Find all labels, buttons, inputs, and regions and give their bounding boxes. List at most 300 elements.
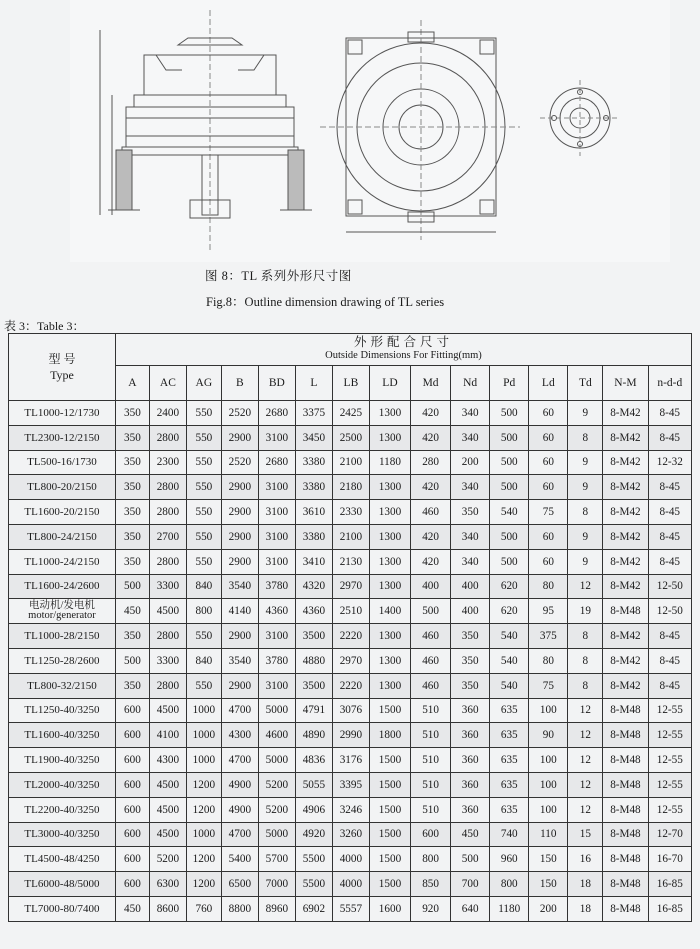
value-cell: 550 [186, 475, 221, 500]
value-cell: 4600 [258, 723, 295, 748]
value-cell: 420 [411, 425, 451, 450]
value-cell: 1800 [369, 723, 410, 748]
value-cell: 3610 [295, 500, 332, 525]
type-cell: TL2300-12/2150 [9, 425, 116, 450]
value-cell: 3375 [295, 401, 332, 426]
dimensions-group-header [115, 334, 691, 366]
value-cell: 1600 [369, 896, 410, 921]
value-cell: 450 [115, 599, 149, 624]
value-cell: 620 [490, 599, 529, 624]
value-cell: 360 [451, 748, 490, 773]
value-cell: 8-M42 [603, 450, 648, 475]
value-cell: 2100 [332, 524, 369, 549]
value-cell: 350 [115, 500, 149, 525]
value-cell: 460 [411, 500, 451, 525]
value-cell: 4140 [221, 599, 258, 624]
column-header: LB [332, 365, 369, 400]
type-cell: TL7000-80/7400 [9, 896, 116, 921]
value-cell: 420 [411, 549, 451, 574]
value-cell: 8800 [221, 896, 258, 921]
value-cell: 4500 [149, 822, 186, 847]
value-cell: 1300 [369, 500, 410, 525]
value-cell: 360 [451, 772, 490, 797]
value-cell: 100 [529, 797, 568, 822]
value-cell: 500 [115, 648, 149, 673]
value-cell: 12-70 [648, 822, 691, 847]
value-cell: 350 [115, 401, 149, 426]
value-cell: 960 [490, 847, 529, 872]
value-cell: 6300 [149, 872, 186, 897]
value-cell: 550 [186, 524, 221, 549]
value-cell: 5200 [149, 847, 186, 872]
value-cell: 110 [529, 822, 568, 847]
value-cell: 4836 [295, 748, 332, 773]
value-cell: 2330 [332, 500, 369, 525]
value-cell: 2900 [221, 500, 258, 525]
value-cell: 2800 [149, 500, 186, 525]
type-cell: TL1600-24/2600 [9, 574, 116, 599]
table-row [9, 847, 692, 872]
value-cell: 4920 [295, 822, 332, 847]
table-row [9, 574, 692, 599]
value-cell: 840 [186, 648, 221, 673]
figure-caption-cn: 图 8：TL 系列外形尺寸图 [205, 269, 352, 283]
value-cell: 4360 [258, 599, 295, 624]
value-cell: 3260 [332, 822, 369, 847]
value-cell: 635 [490, 723, 529, 748]
value-cell: 12 [568, 574, 603, 599]
value-cell: 600 [115, 822, 149, 847]
value-cell: 2900 [221, 425, 258, 450]
column-header: Ld [529, 365, 568, 400]
value-cell: 340 [451, 401, 490, 426]
value-cell: 500 [411, 599, 451, 624]
value-cell: 2680 [258, 450, 295, 475]
value-cell: 600 [115, 847, 149, 872]
column-header: AC [149, 365, 186, 400]
value-cell: 60 [529, 450, 568, 475]
type-cell: TL1600-40/3250 [9, 723, 116, 748]
value-cell: 100 [529, 698, 568, 723]
value-cell: 8 [568, 673, 603, 698]
value-cell: 16-85 [648, 896, 691, 921]
value-cell: 8-M42 [603, 673, 648, 698]
value-cell: 12-55 [648, 797, 691, 822]
value-cell: 500 [490, 549, 529, 574]
value-cell: 2500 [332, 425, 369, 450]
value-cell: 2800 [149, 673, 186, 698]
value-cell: 460 [411, 673, 451, 698]
value-cell: 1300 [369, 648, 410, 673]
value-cell: 8-45 [648, 549, 691, 574]
value-cell: 3780 [258, 574, 295, 599]
value-cell: 95 [529, 599, 568, 624]
value-cell: 350 [451, 673, 490, 698]
value-cell: 8-M42 [603, 648, 648, 673]
table-row [9, 401, 692, 426]
value-cell: 4700 [221, 698, 258, 723]
value-cell: 1200 [186, 872, 221, 897]
outline-drawing-svg [70, 0, 670, 262]
value-cell: 360 [451, 723, 490, 748]
value-cell: 4890 [295, 723, 332, 748]
value-cell: 600 [115, 872, 149, 897]
value-cell: 2100 [332, 450, 369, 475]
value-cell: 8-M48 [603, 698, 648, 723]
value-cell: 75 [529, 500, 568, 525]
value-cell: 2680 [258, 401, 295, 426]
outline-drawing [70, 0, 670, 262]
value-cell: 60 [529, 425, 568, 450]
value-cell: 150 [529, 872, 568, 897]
value-cell: 350 [115, 475, 149, 500]
value-cell: 8-M42 [603, 500, 648, 525]
value-cell: 360 [451, 698, 490, 723]
value-cell: 1500 [369, 847, 410, 872]
value-cell: 510 [411, 748, 451, 773]
value-cell: 800 [490, 872, 529, 897]
value-cell: 8-M42 [603, 401, 648, 426]
value-cell: 5200 [258, 772, 295, 797]
value-cell: 5000 [258, 698, 295, 723]
value-cell: 1180 [490, 896, 529, 921]
value-cell: 2900 [221, 475, 258, 500]
value-cell: 4300 [149, 748, 186, 773]
value-cell: 2800 [149, 624, 186, 649]
value-cell: 840 [186, 574, 221, 599]
column-header: N-M [603, 365, 648, 400]
type-cell: TL2200-40/3250 [9, 797, 116, 822]
value-cell: 1300 [369, 673, 410, 698]
value-cell: 1300 [369, 574, 410, 599]
table-row [9, 772, 692, 797]
type-header-cn: 型 号 [48, 352, 76, 366]
value-cell: 75 [529, 673, 568, 698]
table-row [9, 723, 692, 748]
value-cell: 3246 [332, 797, 369, 822]
value-cell: 2990 [332, 723, 369, 748]
value-cell: 8-M42 [603, 624, 648, 649]
value-cell: 12-55 [648, 772, 691, 797]
table-row [9, 797, 692, 822]
figure-caption-en: Fig.8：Outline dimension drawing of TL series [206, 295, 445, 309]
value-cell: 635 [490, 797, 529, 822]
value-cell: 460 [411, 648, 451, 673]
value-cell: 450 [451, 822, 490, 847]
column-header: LD [369, 365, 410, 400]
value-cell: 8 [568, 500, 603, 525]
value-cell: 8 [568, 425, 603, 450]
value-cell: 15 [568, 822, 603, 847]
value-cell: 1300 [369, 401, 410, 426]
value-cell: 16-70 [648, 847, 691, 872]
value-cell: 80 [529, 574, 568, 599]
value-cell: 12-50 [648, 574, 691, 599]
value-cell: 12 [568, 772, 603, 797]
value-cell: 4700 [221, 748, 258, 773]
value-cell: 3076 [332, 698, 369, 723]
value-cell: 2970 [332, 574, 369, 599]
value-cell: 9 [568, 549, 603, 574]
value-cell: 2800 [149, 475, 186, 500]
value-cell: 1500 [369, 822, 410, 847]
type-cell: TL1900-40/3250 [9, 748, 116, 773]
value-cell: 800 [411, 847, 451, 872]
value-cell: 8-45 [648, 673, 691, 698]
value-cell: 510 [411, 772, 451, 797]
value-cell: 5500 [295, 872, 332, 897]
value-cell: 4700 [221, 822, 258, 847]
value-cell: 2220 [332, 673, 369, 698]
value-cell: 600 [115, 723, 149, 748]
value-cell: 12-55 [648, 748, 691, 773]
value-cell: 5400 [221, 847, 258, 872]
table-row [9, 822, 692, 847]
value-cell: 3780 [258, 648, 295, 673]
value-cell: 5000 [258, 822, 295, 847]
type-cell: TL1000-12/1730 [9, 401, 116, 426]
value-cell: 4300 [221, 723, 258, 748]
value-cell: 510 [411, 698, 451, 723]
value-cell: 620 [490, 574, 529, 599]
value-cell: 340 [451, 475, 490, 500]
value-cell: 3380 [295, 450, 332, 475]
value-cell: 700 [451, 872, 490, 897]
value-cell: 8 [568, 648, 603, 673]
column-header: B [221, 365, 258, 400]
value-cell: 8600 [149, 896, 186, 921]
value-cell: 500 [490, 524, 529, 549]
type-cell: 电动机/发电机 motor/generator [9, 599, 116, 624]
column-header: n-d-d [648, 365, 691, 400]
value-cell: 5557 [332, 896, 369, 921]
value-cell: 8-45 [648, 624, 691, 649]
value-cell: 350 [451, 500, 490, 525]
value-cell: 2970 [332, 648, 369, 673]
value-cell: 640 [451, 896, 490, 921]
type-cell: TL800-20/2150 [9, 475, 116, 500]
value-cell: 350 [451, 624, 490, 649]
value-cell: 400 [451, 599, 490, 624]
value-cell: 500 [490, 475, 529, 500]
value-cell: 200 [529, 896, 568, 921]
value-cell: 2130 [332, 549, 369, 574]
table-row [9, 475, 692, 500]
value-cell: 8-M48 [603, 822, 648, 847]
value-cell: 635 [490, 772, 529, 797]
value-cell: 150 [529, 847, 568, 872]
value-cell: 8-M48 [603, 748, 648, 773]
value-cell: 635 [490, 698, 529, 723]
column-header: A [115, 365, 149, 400]
value-cell: 2520 [221, 450, 258, 475]
value-cell: 460 [411, 624, 451, 649]
value-cell: 2400 [149, 401, 186, 426]
value-cell: 2800 [149, 425, 186, 450]
column-header: Pd [490, 365, 529, 400]
value-cell: 4500 [149, 599, 186, 624]
type-cell: TL1250-40/3250 [9, 698, 116, 723]
group-header-cn: 外形配合尺寸 [353, 335, 453, 350]
value-cell: 8-45 [648, 648, 691, 673]
value-cell: 3380 [295, 524, 332, 549]
value-cell: 8-M42 [603, 425, 648, 450]
value-cell: 3500 [295, 624, 332, 649]
value-cell: 12 [568, 698, 603, 723]
group-header-en: Outside Dimensions For Fitting(mm) [325, 350, 482, 362]
value-cell: 8-45 [648, 401, 691, 426]
value-cell: 12-32 [648, 450, 691, 475]
value-cell: 4900 [221, 772, 258, 797]
value-cell: 19 [568, 599, 603, 624]
value-cell: 850 [411, 872, 451, 897]
value-cell: 8-M48 [603, 896, 648, 921]
type-cell: TL2000-40/3250 [9, 772, 116, 797]
table-row [9, 500, 692, 525]
value-cell: 500 [490, 401, 529, 426]
value-cell: 8-M42 [603, 475, 648, 500]
value-cell: 760 [186, 896, 221, 921]
value-cell: 550 [186, 450, 221, 475]
value-cell: 3410 [295, 549, 332, 574]
value-cell: 5500 [295, 847, 332, 872]
table-row [9, 624, 692, 649]
value-cell: 550 [186, 624, 221, 649]
value-cell: 8-45 [648, 524, 691, 549]
type-cell: TL500-16/1730 [9, 450, 116, 475]
value-cell: 9 [568, 450, 603, 475]
value-cell: 600 [115, 698, 149, 723]
column-header: Td [568, 365, 603, 400]
value-cell: 350 [115, 549, 149, 574]
column-header: BD [258, 365, 295, 400]
value-cell: 100 [529, 748, 568, 773]
value-cell: 4880 [295, 648, 332, 673]
value-cell: 600 [115, 772, 149, 797]
value-cell: 540 [490, 624, 529, 649]
value-cell: 3540 [221, 648, 258, 673]
value-cell: 740 [490, 822, 529, 847]
value-cell: 280 [411, 450, 451, 475]
value-cell: 1500 [369, 698, 410, 723]
value-cell: 60 [529, 475, 568, 500]
value-cell: 400 [411, 574, 451, 599]
value-cell: 3500 [295, 673, 332, 698]
value-cell: 420 [411, 524, 451, 549]
type-cell: TL1000-24/2150 [9, 549, 116, 574]
value-cell: 3540 [221, 574, 258, 599]
value-cell: 12 [568, 723, 603, 748]
value-cell: 8-45 [648, 500, 691, 525]
value-cell: 3100 [258, 624, 295, 649]
value-cell: 400 [451, 574, 490, 599]
value-cell: 360 [451, 797, 490, 822]
value-cell: 16 [568, 847, 603, 872]
value-cell: 8960 [258, 896, 295, 921]
value-cell: 5200 [258, 797, 295, 822]
value-cell: 4500 [149, 772, 186, 797]
value-cell: 9 [568, 401, 603, 426]
value-cell: 18 [568, 872, 603, 897]
value-cell: 800 [186, 599, 221, 624]
column-header: L [295, 365, 332, 400]
type-cell: TL6000-48/5000 [9, 872, 116, 897]
side-view [100, 10, 312, 250]
value-cell: 3395 [332, 772, 369, 797]
value-cell: 6902 [295, 896, 332, 921]
value-cell: 16-85 [648, 872, 691, 897]
table-row [9, 673, 692, 698]
value-cell: 5055 [295, 772, 332, 797]
value-cell: 5700 [258, 847, 295, 872]
value-cell: 4000 [332, 847, 369, 872]
value-cell: 2900 [221, 673, 258, 698]
value-cell: 4100 [149, 723, 186, 748]
value-cell: 350 [451, 648, 490, 673]
value-cell: 12 [568, 748, 603, 773]
value-cell: 60 [529, 524, 568, 549]
value-cell: 350 [115, 673, 149, 698]
value-cell: 60 [529, 401, 568, 426]
value-cell: 550 [186, 425, 221, 450]
value-cell: 500 [490, 450, 529, 475]
value-cell: 4906 [295, 797, 332, 822]
value-cell: 8-M48 [603, 772, 648, 797]
value-cell: 1500 [369, 748, 410, 773]
value-cell: 350 [115, 524, 149, 549]
value-cell: 350 [115, 624, 149, 649]
value-cell: 2180 [332, 475, 369, 500]
value-cell: 2900 [221, 524, 258, 549]
value-cell: 3100 [258, 425, 295, 450]
value-cell: 2900 [221, 549, 258, 574]
table-body [9, 401, 692, 922]
value-cell: 12 [568, 797, 603, 822]
table-row [9, 425, 692, 450]
value-cell: 1000 [186, 698, 221, 723]
value-cell: 1200 [186, 847, 221, 872]
value-cell: 5000 [258, 748, 295, 773]
value-cell: 340 [451, 425, 490, 450]
value-cell: 340 [451, 524, 490, 549]
value-cell: 8-M48 [603, 872, 648, 897]
value-cell: 350 [115, 425, 149, 450]
value-cell: 8-M48 [603, 723, 648, 748]
value-cell: 1300 [369, 475, 410, 500]
value-cell: 1500 [369, 772, 410, 797]
value-cell: 600 [115, 748, 149, 773]
value-cell: 8-M48 [603, 847, 648, 872]
table-label: 表 3：Table 3： [4, 319, 85, 333]
value-cell: 3100 [258, 549, 295, 574]
value-cell: 510 [411, 797, 451, 822]
value-cell: 1300 [369, 549, 410, 574]
type-header-en: Type [50, 368, 74, 382]
value-cell: 540 [490, 500, 529, 525]
value-cell: 1000 [186, 822, 221, 847]
value-cell: 4900 [221, 797, 258, 822]
value-cell: 500 [115, 574, 149, 599]
table-row [9, 872, 692, 897]
value-cell: 3100 [258, 500, 295, 525]
value-cell: 540 [490, 648, 529, 673]
value-cell: 4500 [149, 698, 186, 723]
value-cell: 3100 [258, 475, 295, 500]
column-header: AG [186, 365, 221, 400]
value-cell: 1200 [186, 797, 221, 822]
value-cell: 2900 [221, 624, 258, 649]
value-cell: 2800 [149, 549, 186, 574]
